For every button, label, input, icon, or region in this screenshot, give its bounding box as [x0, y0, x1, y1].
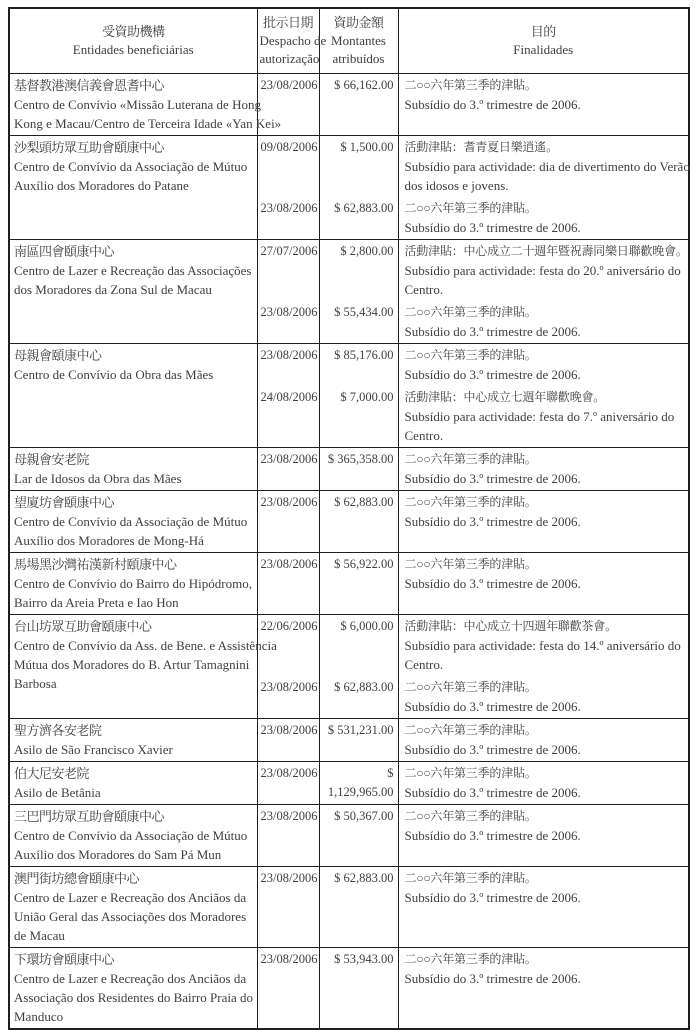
header-purpose-zh: 目的: [530, 24, 556, 39]
entity-name-pt: Auxílio dos Moradores do Sam Pá Mun: [14, 847, 222, 862]
entity-name-zh: 南區四會頤康中心: [14, 244, 115, 259]
purpose-zh: 二○○六年第三季的津貼。: [404, 723, 537, 737]
purpose-pt: Subsídio do 3.º trimestre de 2006.: [404, 785, 581, 800]
entity-name-pt: de Macau: [14, 928, 65, 943]
entity-name-pt: Manduco: [14, 1009, 64, 1024]
entity-name-pt: Centro de Convívio da Obra das Mães: [14, 367, 214, 382]
date-cell: [257, 762, 319, 805]
entity-name-pt: Centro de Lazer e Recreação das Associações: [14, 263, 252, 278]
entity-name-zh: 澳門街坊總會頤康中心: [14, 871, 140, 886]
table-row: [9, 491, 689, 553]
purpose-pt: Subsídio para actividade: festa do 7.º aniversário do: [404, 409, 675, 424]
purpose-pt: Subsídio do 3.º trimestre de 2006.: [404, 971, 581, 986]
purpose-cell: [398, 615, 689, 677]
date-cell: [257, 301, 319, 344]
entity-name-pt: Auxílio dos Moradores de Mong-Há: [14, 533, 204, 548]
amount-cell: [319, 676, 398, 719]
entity-name-zh: 沙梨頭坊眾互助會頤康中心: [14, 140, 165, 155]
date-cell: [257, 491, 319, 553]
purpose-zh: 活動津貼：中心成立二十週年暨祝壽同樂日聯歡晚會。: [404, 244, 688, 258]
entity-name-pt: Lar de Idosos da Obra das Mães: [14, 471, 182, 486]
purpose-pt: Subsídio do 3.º trimestre de 2006.: [404, 742, 581, 757]
entity-cell: [9, 491, 257, 553]
grant-date: 23/08/2006: [260, 871, 318, 885]
header-entity-pt: Entidades beneficiárias: [72, 42, 194, 57]
amount-cell: [319, 136, 398, 198]
entity-name-zh: 伯大尼安老院: [14, 766, 90, 781]
purpose-pt: Centro.: [404, 282, 444, 297]
purpose-pt: Subsídio do 3.º trimestre de 2006.: [404, 367, 581, 382]
purpose-zh: 二○○六年第三季的津貼。: [404, 495, 537, 509]
grant-amount: $ 62,883.00: [334, 495, 394, 509]
grant-date: 23/08/2006: [260, 452, 318, 466]
grant-amount: $ 6,000.00: [340, 619, 394, 633]
purpose-pt: Centro.: [404, 428, 444, 443]
purpose-pt: Subsídio do 3.º trimestre de 2006.: [404, 471, 581, 486]
entity-cell: [9, 448, 257, 491]
header-date-zh: 批示日期: [262, 15, 313, 30]
amount-cell: [319, 867, 398, 948]
purpose-cell: [398, 344, 689, 387]
purpose-pt: Subsídio do 3.º trimestre de 2006.: [404, 324, 581, 339]
amount-cell: [319, 197, 398, 240]
entity-name-pt: Centro de Convívio da Ass. de Bene. e Assistência: [14, 638, 277, 653]
grant-amount: $ 7,000.00: [340, 390, 394, 404]
table-row: [9, 719, 689, 762]
entity-cell: [9, 240, 257, 344]
purpose-pt: Subsídio do 3.º trimestre de 2006.: [404, 699, 581, 714]
grant-date: 23/08/2006: [260, 809, 318, 823]
purpose-cell: [398, 948, 689, 1030]
entity-cell: [9, 74, 282, 136]
purpose-cell: [398, 553, 689, 615]
amount-cell: [319, 948, 398, 1030]
table-row: [9, 867, 689, 948]
header-purpose-pt: Finalidades: [513, 42, 574, 57]
grant-date: 23/08/2006: [260, 766, 318, 780]
entity-name-pt: dos Moradores da Zona Sul de Macau: [14, 282, 212, 297]
grant-date: 23/08/2006: [260, 557, 318, 571]
entity-name-pt: Centro de Convívio do Bairro do Hipódromo,: [14, 576, 252, 591]
purpose-cell: [398, 197, 689, 240]
entity-name-pt: Mútua dos Moradores do B. Artur Tamagnini: [14, 657, 250, 672]
table-row: [9, 344, 689, 387]
date-cell: [257, 719, 319, 762]
grant-amount: $ 1,129,965.00: [327, 766, 394, 799]
purpose-zh: 二○○六年第三季的津貼。: [404, 78, 537, 92]
table-row: [9, 805, 689, 867]
purpose-cell: [398, 719, 689, 762]
entity-cell: [9, 136, 257, 240]
grant-date: 23/08/2006: [260, 305, 318, 319]
entity-cell: [9, 948, 257, 1030]
amount-cell: [319, 491, 398, 553]
amount-cell: [319, 74, 398, 136]
purpose-cell: [398, 448, 689, 491]
table-row: [9, 615, 689, 677]
entity-name-zh: 台山坊眾互助會頤康中心: [14, 619, 152, 634]
date-cell: [257, 240, 319, 302]
header-amount-zh: 資助金額: [333, 15, 384, 30]
entity-name-zh: 下環坊會頤康中心: [14, 952, 115, 967]
purpose-pt: Subsídio do 3.º trimestre de 2006.: [404, 220, 581, 235]
purpose-cell: [398, 136, 689, 198]
grant-amount: $ 62,883.00: [334, 680, 394, 694]
entity-cell: [9, 344, 257, 448]
grant-amount: $ 1,500.00: [340, 140, 394, 154]
entity-name-pt: Centro de Convívio «Missão Luterana de Hong: [14, 97, 261, 112]
purpose-cell: [398, 805, 689, 867]
entity-name-zh: 母親會安老院: [14, 452, 90, 467]
entity-cell: [9, 762, 257, 805]
purpose-zh: 活動津貼：中心成立七週年聯歡晚會。: [404, 390, 606, 404]
purpose-pt: dos idosos e jovens.: [404, 178, 509, 193]
entity-name-pt: Barbosa: [14, 676, 57, 691]
grant-amount: $ 62,883.00: [334, 201, 394, 215]
header-date-pt: Despacho de: [259, 33, 327, 48]
amount-cell: [319, 301, 398, 344]
entity-name-pt: Associação dos Residentes do Bairro Praia do: [14, 990, 254, 1005]
entity-name-pt: Asilo de São Francisco Xavier: [14, 742, 173, 757]
grant-date: 23/08/2006: [260, 495, 318, 509]
grant-date: 22/06/2006: [260, 619, 318, 633]
purpose-cell: [398, 301, 689, 344]
purpose-zh: 二○○六年第三季的津貼。: [404, 871, 537, 885]
header-entity-zh: 受資助機構: [101, 24, 165, 39]
header-amount-pt: Montantes: [331, 33, 386, 48]
amount-cell: [319, 553, 398, 615]
purpose-pt: Subsídio do 3.º trimestre de 2006.: [404, 97, 581, 112]
purpose-cell: [398, 491, 689, 553]
header-date: [257, 8, 327, 74]
date-cell: [257, 867, 319, 948]
grant-amount: $ 62,883.00: [334, 871, 394, 885]
entity-name-zh: 馬場黑沙灣祐漢新村頤康中心: [14, 557, 177, 572]
grant-date: 23/08/2006: [260, 78, 318, 92]
purpose-zh: 二○○六年第三季的津貼。: [404, 557, 537, 571]
grant-amount: $ 85,176.00: [334, 348, 394, 362]
date-cell: [257, 448, 319, 491]
purpose-pt: Subsídio do 3.º trimestre de 2006.: [404, 890, 581, 905]
entity-cell: [9, 553, 257, 615]
entity-name-pt: Centro de Convívio da Associação de Mútuo: [14, 514, 248, 529]
entity-name-zh: 母親會頤康中心: [14, 348, 102, 363]
table-header: [9, 8, 689, 74]
grant-date: 23/08/2006: [260, 680, 318, 694]
grant-amount: $ 531,231.00: [327, 723, 394, 737]
purpose-zh: 二○○六年第三季的津貼。: [404, 952, 537, 966]
purpose-pt: Subsídio para actividade: dia de divertimento do Verão: [404, 159, 690, 174]
purpose-cell: [398, 762, 689, 805]
purpose-pt: Subsídio do 3.º trimestre de 2006.: [404, 514, 581, 529]
table-body: [9, 74, 689, 1030]
entity-cell: [9, 719, 257, 762]
purpose-pt: Centro.: [404, 657, 444, 672]
purpose-pt: Subsídio do 3.º trimestre de 2006.: [404, 576, 581, 591]
grant-date: 09/08/2006: [260, 140, 318, 154]
purpose-cell: [398, 240, 689, 302]
date-cell: [257, 197, 319, 240]
entity-name-zh: 聖方濟各安老院: [14, 723, 102, 738]
grant-amount: $ 365,358.00: [327, 452, 394, 466]
header-entity: [9, 8, 257, 74]
grant-amount: $ 56,922.00: [334, 557, 394, 571]
purpose-cell: [398, 676, 689, 719]
amount-cell: [319, 719, 398, 762]
date-cell: [257, 553, 319, 615]
amount-cell: [319, 386, 398, 448]
date-cell: [257, 386, 319, 448]
entity-cell: [9, 867, 257, 948]
purpose-zh: 二○○六年第三季的津貼。: [404, 680, 537, 694]
purpose-zh: 活動津貼：耆青夏日樂逍遙。: [404, 140, 558, 154]
entity-cell: [9, 615, 277, 719]
purpose-zh: 活動津貼：中心成立十四週年聯歡茶會。: [404, 619, 617, 633]
amount-cell: [319, 448, 398, 491]
amount-cell: [319, 615, 398, 677]
amount-cell: [319, 344, 398, 387]
grant-date: 23/08/2006: [260, 348, 318, 362]
purpose-zh: 二○○六年第三季的津貼。: [404, 766, 537, 780]
date-cell: [257, 676, 319, 719]
entity-name-pt: Centro de Lazer e Recreação dos Anciãos da: [14, 890, 247, 905]
entity-name-pt: Kong e Macau/Centro de Terceira Idade «Yan Kei»: [14, 116, 282, 131]
purpose-zh: 二○○六年第三季的津貼。: [404, 348, 537, 362]
purpose-zh: 二○○六年第三季的津貼。: [404, 809, 537, 823]
header-date-pt: autorização: [259, 51, 320, 66]
purpose-zh: 二○○六年第三季的津貼。: [404, 305, 537, 319]
purpose-pt: Subsídio para actividade: festa do 20.º aniversário do: [404, 263, 681, 278]
header-amount: [319, 8, 398, 74]
amount-cell: [319, 805, 398, 867]
date-cell: [257, 344, 319, 387]
grant-date: 24/08/2006: [260, 390, 318, 404]
date-cell: [257, 805, 319, 867]
purpose-cell: [398, 74, 689, 136]
header-amount-pt: atribuídos: [332, 51, 385, 66]
purpose-zh: 二○○六年第三季的津貼。: [404, 201, 537, 215]
purpose-pt: Subsídio do 3.º trimestre de 2006.: [404, 828, 581, 843]
grant-amount: $ 66,162.00: [334, 78, 394, 92]
table-row: [9, 240, 689, 302]
table-row: [9, 136, 689, 198]
table-row: [9, 74, 689, 136]
entity-name-pt: Asilo de Betânia: [14, 785, 101, 800]
entity-name-pt: União Geral das Associações dos Moradores: [14, 909, 247, 924]
amount-cell: [319, 762, 398, 805]
entity-name-pt: Auxílio dos Moradores do Patane: [14, 178, 189, 193]
table-row: [9, 448, 689, 491]
table-row: [9, 762, 689, 805]
table-row: [9, 553, 689, 615]
grant-amount: $ 55,434.00: [334, 305, 394, 319]
header-purpose: [398, 8, 689, 74]
date-cell: [257, 136, 319, 198]
grant-amount: $ 2,800.00: [340, 244, 394, 258]
table-row: [9, 948, 689, 1030]
entity-name-pt: Bairro da Areia Preta e Iao Hon: [14, 595, 179, 610]
grant-date: 23/08/2006: [260, 201, 318, 215]
entity-name-pt: Centro de Convívio da Associação de Mútuo: [14, 828, 248, 843]
grant-date: 23/08/2006: [260, 952, 318, 966]
entity-name-zh: 三巴門坊眾互助會頤康中心: [14, 809, 165, 824]
amount-cell: [319, 240, 398, 302]
grant-date: 23/08/2006: [260, 723, 318, 737]
entity-cell: [9, 805, 257, 867]
grant-date: 27/07/2006: [260, 244, 318, 258]
date-cell: [257, 948, 319, 1030]
purpose-cell: [398, 386, 689, 448]
purpose-zh: 二○○六年第三季的津貼。: [404, 452, 537, 466]
entity-name-pt: Centro de Convívio da Associação de Mútuo: [14, 159, 248, 174]
purpose-pt: Subsídio para actividade: festa do 14.º aniversário do: [404, 638, 681, 653]
grant-amount: $ 50,367.00: [334, 809, 394, 823]
entity-name-pt: Centro de Lazer e Recreação dos Anciãos da: [14, 971, 247, 986]
entity-name-zh: 基督教港澳信義會恩耆中心: [14, 78, 165, 93]
purpose-cell: [398, 867, 689, 948]
entity-name-zh: 望廈坊會頤康中心: [14, 495, 115, 510]
subsidy-table: [8, 7, 690, 1030]
header-row: [9, 8, 689, 74]
grant-amount: $ 53,943.00: [334, 952, 394, 966]
